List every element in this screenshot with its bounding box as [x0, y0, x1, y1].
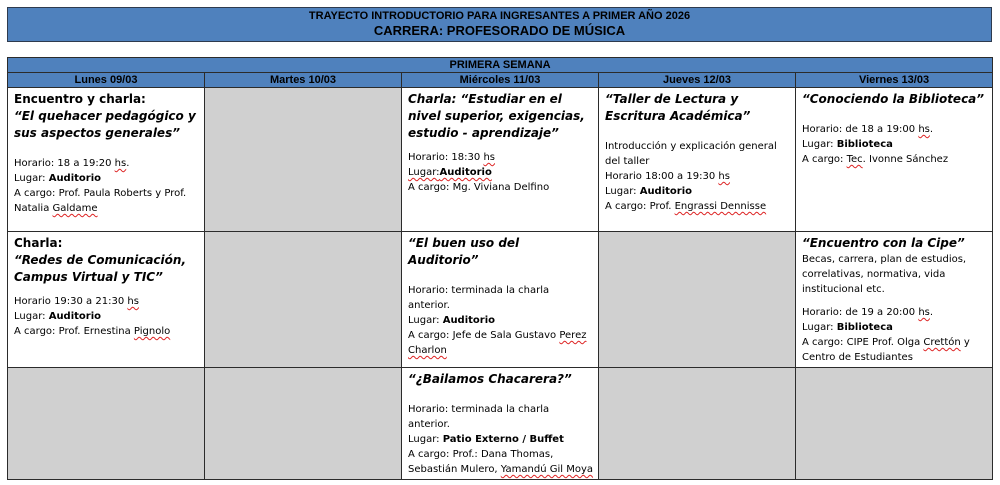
empty-cell — [599, 368, 796, 480]
career-title: CARRERA: PROFESORADO DE MÚSICA — [373, 23, 626, 38]
event-place: Lugar: Auditorio — [408, 315, 496, 326]
event-host: A cargo: Prof. Ernestina Pignolo — [14, 326, 171, 337]
event-description: Becas, carrera, plan de estudios, correlativas, normativa, vida institucional etc. — [802, 254, 967, 295]
event-place: Lugar: Patio Externo / Buffet — [408, 434, 564, 445]
event-time: Horario: terminada la charla anterior. — [408, 404, 550, 430]
event-cell-friday-1 — [796, 88, 993, 232]
schedule-table — [7, 57, 993, 480]
event-host: A cargo: Mg. Viviana Delfino — [408, 182, 550, 193]
event-time: Horario: de 18 a 19:00 hs. — [802, 124, 934, 135]
event-host: A cargo: CIPE Prof. Olga Crettón y Centro de Estudiantes — [802, 337, 970, 363]
event-time: Horario 18:00 a 19:30 hs — [605, 171, 730, 182]
event-host: A cargo: Prof.: Dana Thomas, Sebastián Mulero, Yamandú Gil Moya — [408, 449, 594, 475]
event-title: “El buen uso del Auditorio” — [408, 236, 520, 267]
day-header-monday: Lunes 09/03 — [8, 73, 205, 88]
event-cell-wednesday-3 — [402, 368, 599, 480]
event-place: Lugar:Auditorio — [408, 167, 492, 178]
event-time: Horario: de 19 a 20:00 hs. — [802, 307, 934, 318]
day-header-wednesday: Miércoles 11/03 — [402, 73, 599, 88]
day-header-friday: Viernes 13/03 — [796, 73, 993, 88]
event-cell-thursday-1 — [599, 88, 796, 232]
event-host: A cargo: Prof. Engrassi Dennisse — [605, 201, 767, 212]
event-time: Horario: 18:30 hs — [408, 152, 495, 163]
empty-cell — [205, 232, 402, 368]
event-host: A cargo: Prof. Paula Roberts y Prof. Natalia Galdame — [14, 188, 187, 214]
event-cell-wednesday-1 — [402, 88, 599, 232]
event-host: A cargo: Jefe de Sala Gustavo Perez Charlon — [408, 330, 587, 356]
event-title: “Redes de Comunicación, Campus Virtual y TIC” — [14, 253, 187, 284]
event-place: Lugar: Auditorio — [605, 186, 693, 197]
empty-cell — [8, 368, 205, 480]
event-cell-wednesday-2 — [402, 232, 599, 368]
event-title: “Taller de Lectura y Escritura Académica” — [605, 92, 751, 123]
event-place: Lugar: Auditorio — [14, 173, 102, 184]
event-time: Horario: terminada la charla anterior. — [408, 285, 550, 311]
empty-cell — [205, 368, 402, 480]
week-title: PRIMERA SEMANA — [8, 58, 993, 73]
event-time: Horario 19:30 a 21:30 hs — [14, 296, 139, 307]
event-description: Introducción y explicación general del taller — [605, 141, 777, 167]
event-place: Lugar: Biblioteca — [802, 139, 893, 150]
event-host: A cargo: Tec. Ivonne Sánchez — [802, 154, 949, 165]
event-cell-monday-1 — [8, 88, 205, 232]
event-label: Charla: — [14, 236, 63, 250]
event-cell-friday-2 — [796, 232, 993, 368]
event-time: Horario: 18 a 19:20 hs. — [14, 158, 130, 169]
event-title: “Encuentro con la Cipe” — [802, 236, 965, 250]
event-title: “El quehacer pedagógico y sus aspectos generales” — [14, 109, 196, 140]
event-place: Lugar: Biblioteca — [802, 322, 893, 333]
empty-cell — [796, 368, 993, 480]
day-header-tuesday: Martes 10/03 — [205, 73, 402, 88]
program-header — [7, 7, 992, 42]
event-label: Encuentro y charla: — [14, 92, 146, 106]
event-cell-monday-2 — [8, 232, 205, 368]
empty-cell — [205, 88, 402, 232]
day-header-thursday: Jueves 12/03 — [599, 73, 796, 88]
event-title: Charla: “Estudiar en el nivel superior, exigencias, estudio - aprendizaje” — [408, 92, 585, 140]
event-place: Lugar: Auditorio — [14, 311, 102, 322]
empty-cell — [599, 232, 796, 368]
program-title: TRAYECTO INTRODUCTORIO PARA INGRESANTES A PRIMER AÑO 2026 — [308, 10, 691, 22]
event-title: “Conociendo la Biblioteca” — [802, 92, 985, 106]
event-title: “¿Bailamos Chacarera?” — [408, 372, 572, 386]
